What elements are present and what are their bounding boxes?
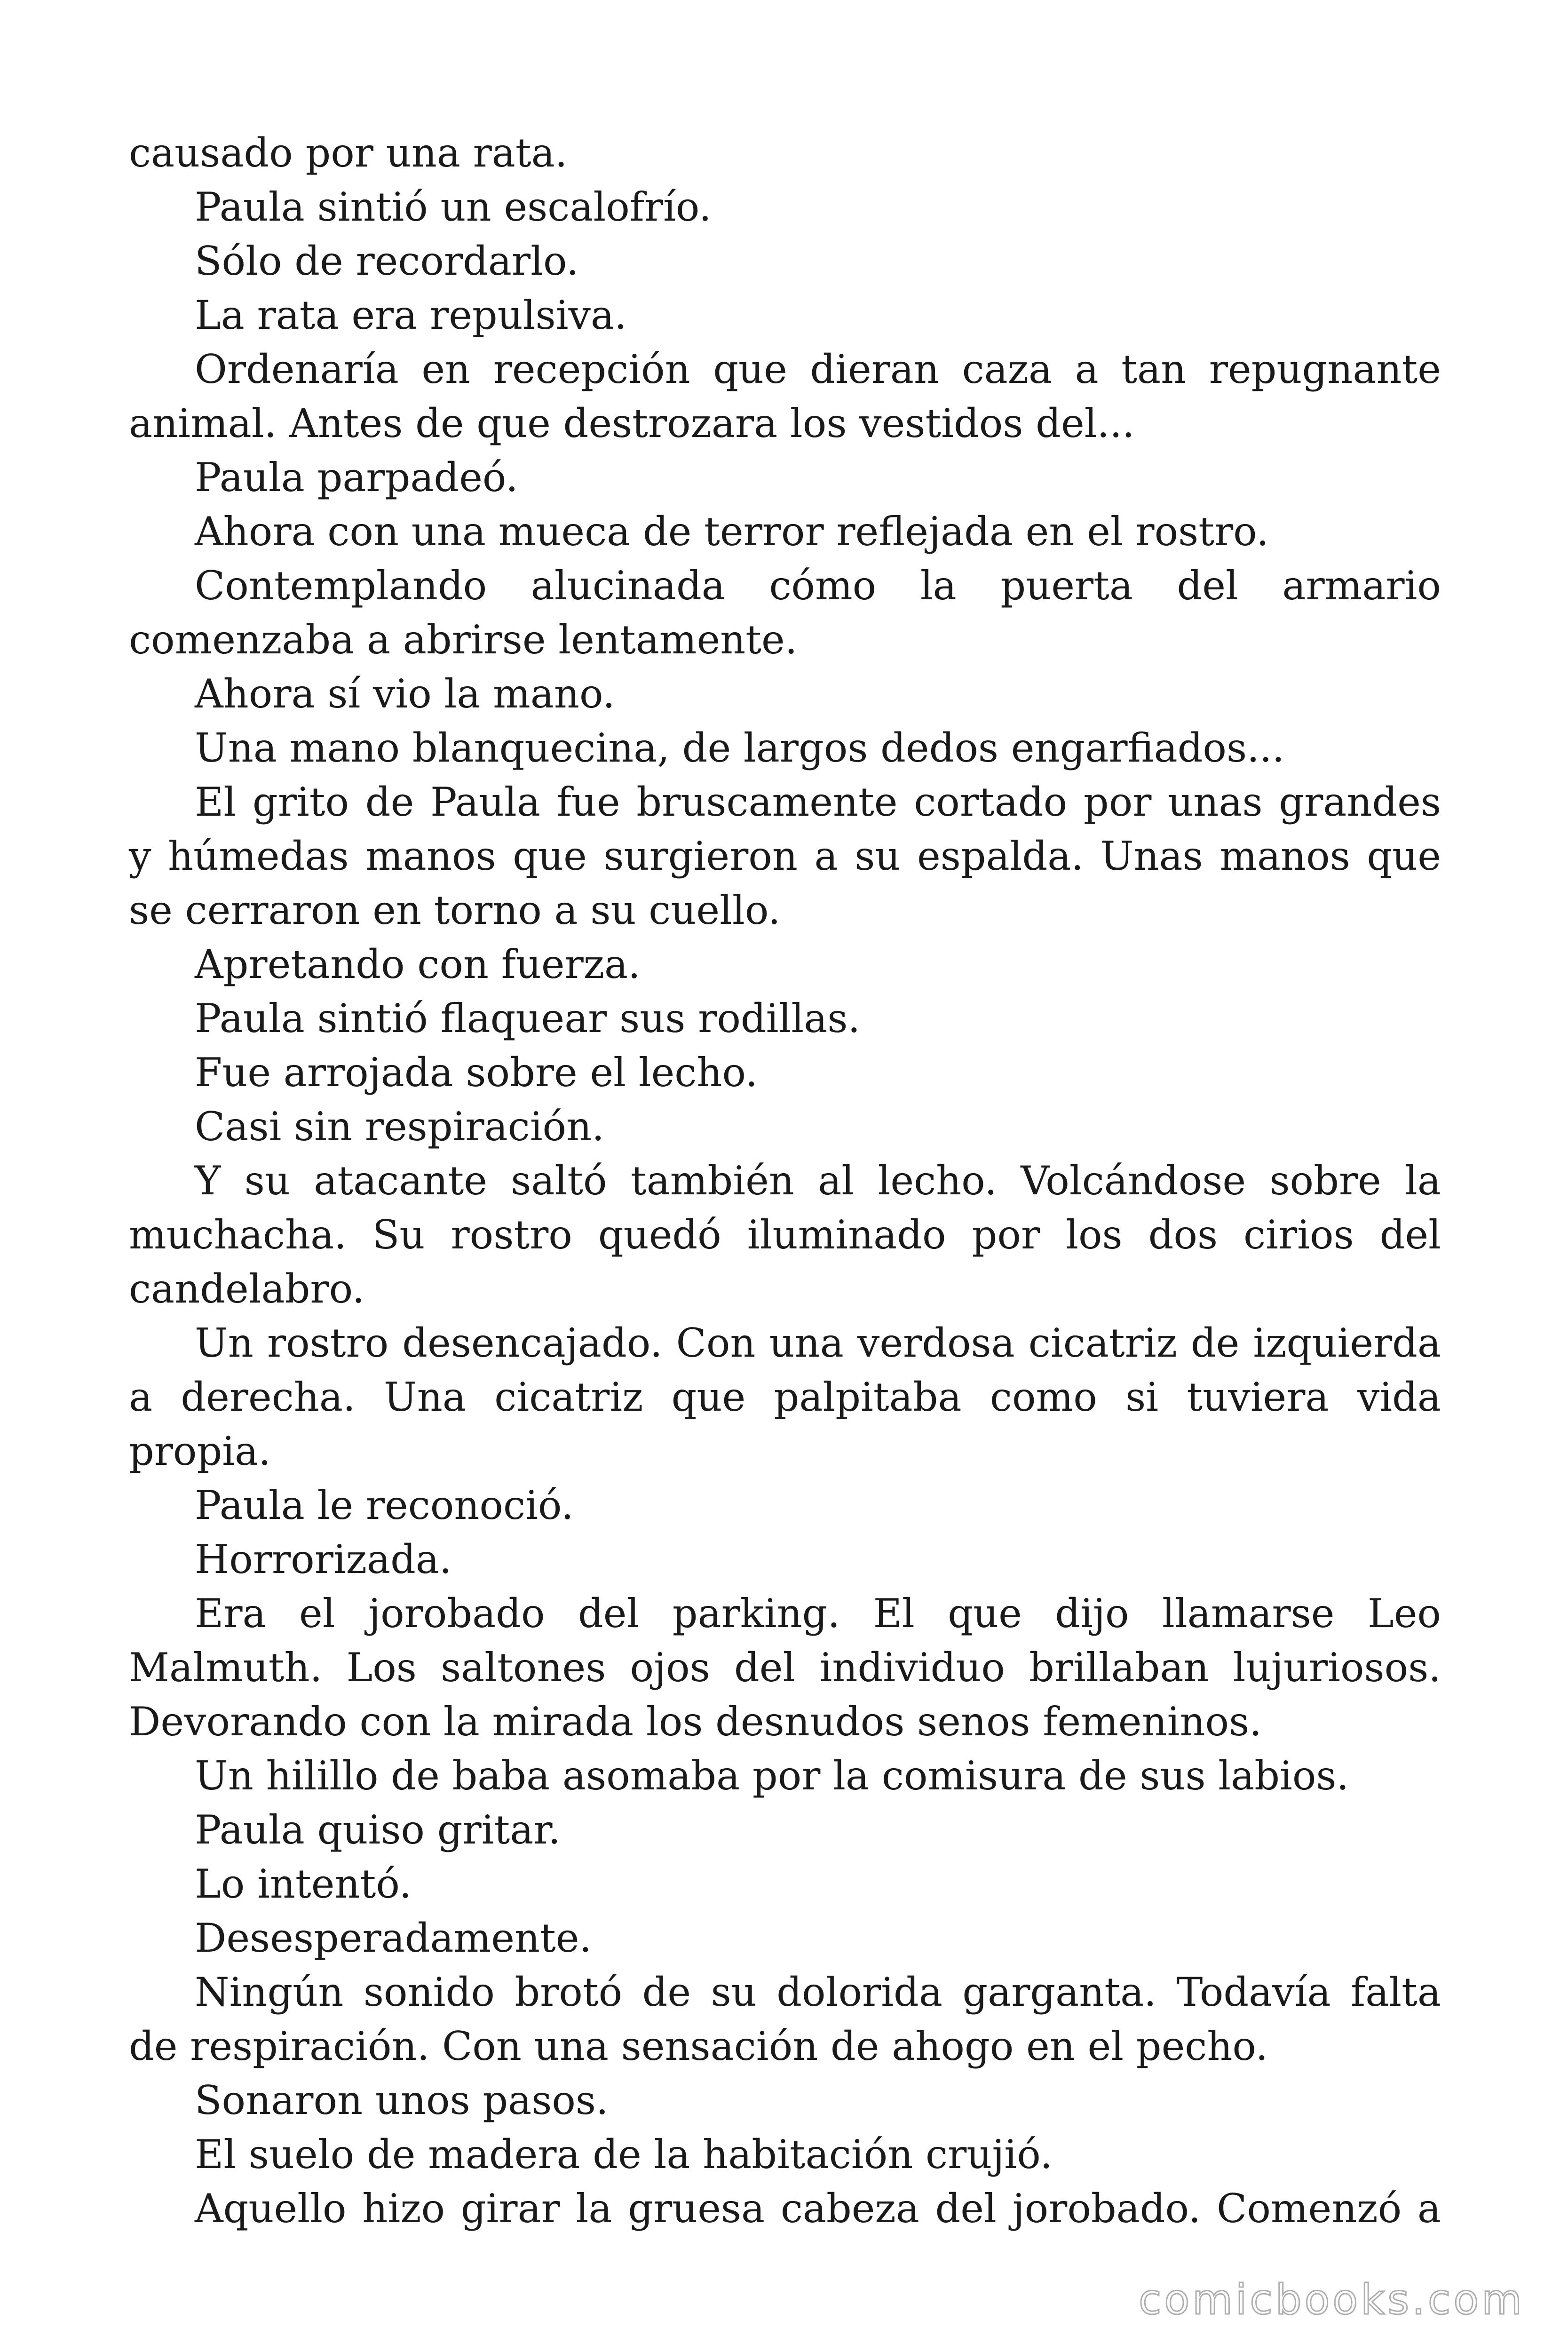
paragraph: causado por una rata.	[129, 130, 568, 176]
page-text	[129, 126, 1441, 2236]
paragraph: Desesperadamente.	[195, 1915, 592, 1961]
paragraph: Ordenaría en recepción que dieran caza a tan repugnante animal. Antes de que destrozara los vestidos del...	[129, 346, 1441, 446]
paragraph: Un rostro desencajado. Con una verdosa cicatriz de izquierda a derecha. Una cicatriz que palpitaba como si tuviera vida propia.	[129, 1320, 1441, 1474]
paragraph: Paula sintió un escalofrío.	[195, 184, 712, 230]
paragraph: Ahora sí vio la mano.	[195, 671, 615, 717]
paragraph: Ahora con una mueca de terror reflejada en el rostro.	[195, 509, 1269, 555]
paragraph: Sólo de recordarlo.	[195, 238, 579, 284]
paragraph: La rata era repulsiva.	[195, 292, 627, 338]
paragraph: Casi sin respiración.	[195, 1104, 604, 1150]
paragraph: Un hilillo de baba asomaba por la comisura de sus labios.	[195, 1753, 1349, 1799]
paragraph: El grito de Paula fue bruscamente cortado por unas grandes y húmedas manos que surgieron a su espalda. Unas manos que se cerraron en torno a su cuello.	[129, 779, 1441, 933]
paragraph: Sonaron unos pasos.	[195, 2077, 609, 2123]
paragraph: El suelo de madera de la habitación crujió.	[195, 2131, 1053, 2177]
paragraph: Y su atacante saltó también al lecho. Volcándose sobre la muchacha. Su rostro quedó iluminado por los dos cirios del candelabro.	[129, 1158, 1441, 1312]
paragraph: Era el jorobado del parking. El que dijo llamarse Leo Malmuth. Los saltones ojos del individuo brillaban lujuriosos. Devorando con la mirada los desnudos senos femeninos.	[129, 1590, 1441, 1745]
paragraph: Ningún sonido brotó de su dolorida garganta. Todavía falta de respiración. Con una sensación de ahogo en el pecho.	[129, 1969, 1441, 2069]
paragraph: Paula parpadeó.	[195, 454, 518, 501]
paragraph: Lo intentó.	[195, 1861, 412, 1907]
paragraph: Contemplando alucinada cómo la puerta del armario comenzaba a abrirse lentamente.	[129, 563, 1441, 663]
paragraph: Aquello hizo girar la gruesa cabeza del jorobado. Comenzó a	[195, 2185, 1441, 2232]
paragraph: Paula le reconoció.	[195, 1482, 574, 1528]
paragraph: Una mano blanquecina, de largos dedos engarfiados...	[195, 725, 1285, 771]
paragraph: Paula sintió flaquear sus rodillas.	[195, 995, 861, 1041]
paragraph: Fue arrojada sobre el lecho.	[195, 1049, 758, 1096]
watermark: comicbooks.com	[1138, 2275, 1525, 2324]
paragraph: Apretando con fuerza.	[195, 941, 641, 987]
paragraph: Horrorizada.	[195, 1536, 452, 1582]
paragraph: Paula quiso gritar.	[195, 1807, 561, 1853]
